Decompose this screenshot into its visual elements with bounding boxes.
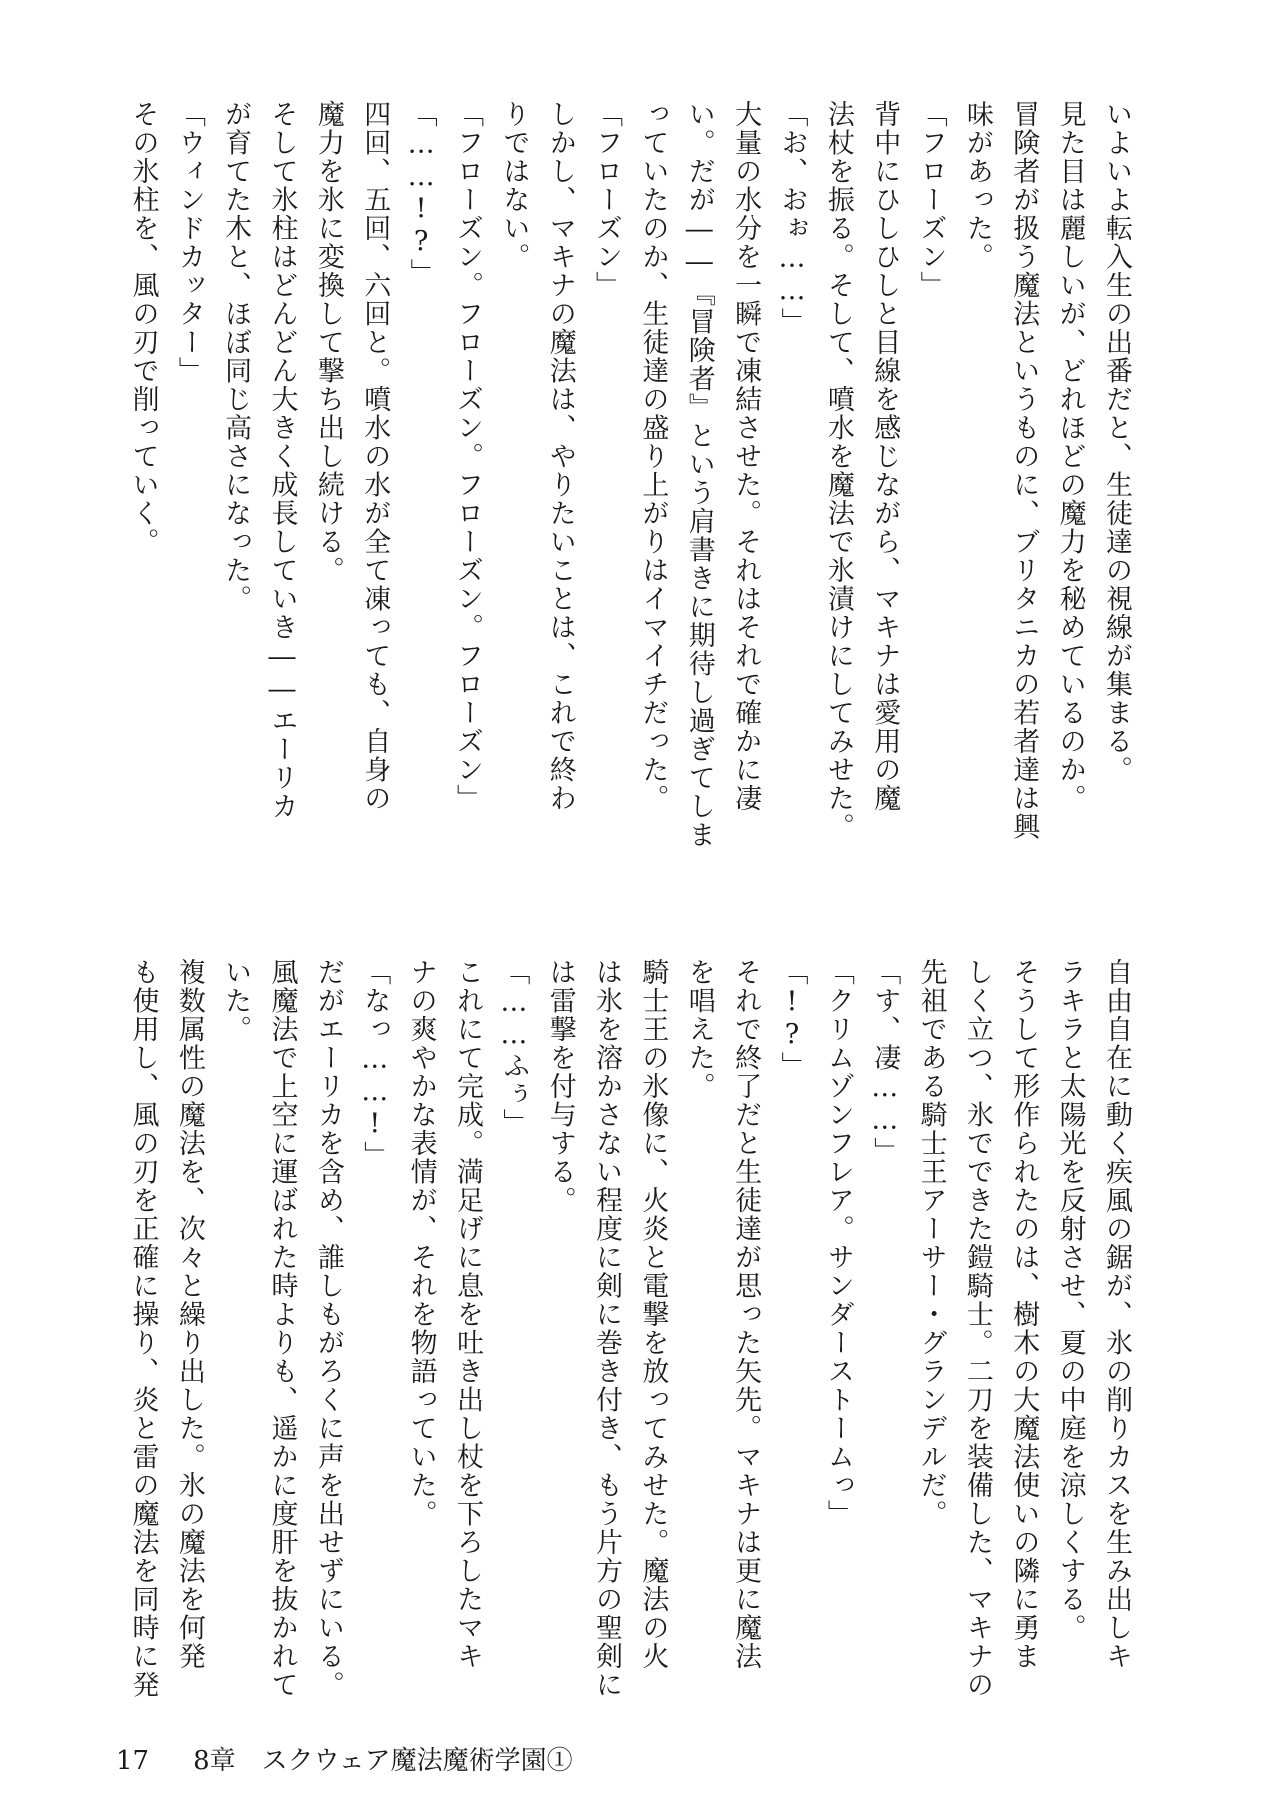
chapter-title: 8章 スクウェア魔法魔術学園① xyxy=(193,1746,573,1776)
text-line: が育てた木と、ほぼ同じ高さになった。 xyxy=(220,100,252,613)
text-line: 「フローズン」 xyxy=(915,100,947,300)
text-line: その氷柱を、風の刃で削っていく。 xyxy=(127,100,159,556)
page-number: 17 xyxy=(116,1746,150,1776)
upper-text-block xyxy=(120,100,1140,920)
text-line: 法杖を振る。そして、噴水を魔法で氷漬けにしてみせた。 xyxy=(822,100,854,841)
text-line: 「……!?」 xyxy=(405,100,437,287)
text-line: 四回、五回、六回と。噴水の水が全て凍っても、自身の xyxy=(359,100,391,813)
text-line: 複数属性の魔法を、次々と繰り出した。氷の魔法を何発 xyxy=(173,958,205,1671)
text-line: ナの爽やかな表情が、それを物語っていた。 xyxy=(405,958,437,1528)
text-line: 「す、凄……」 xyxy=(869,958,901,1166)
text-line: いた。 xyxy=(220,958,252,1044)
text-line: 味があった。 xyxy=(961,100,993,271)
text-line: しかし、マキナの魔法は、やりたいことは、これで終わ xyxy=(544,100,576,813)
text-line: ラキラと太陽光を反射させ、夏の中庭を涼しくする。 xyxy=(1054,958,1086,1642)
text-line: 風魔法で上空に運ばれた時よりも、遥かに度肝を抜かれて xyxy=(266,958,298,1699)
text-line: これにて完成。満足げに息を吐き出し杖を下ろしたマキ xyxy=(451,958,483,1671)
page-footer xyxy=(116,1740,573,1777)
text-line: 「……ふぅ」 xyxy=(498,958,530,1137)
text-line: 見た目は麗しいが、どれほどの魔力を秘めているのか。 xyxy=(1054,100,1086,813)
text-line: 「お、おぉ……」 xyxy=(776,100,808,336)
text-line: 「クリムゾンフレア。サンダーストームっ」 xyxy=(822,958,854,1528)
text-line: を唱えた。 xyxy=(683,958,715,1101)
text-line: っていたのか、生徒達の盛り上がりはイマイチだった。 xyxy=(637,100,669,813)
text-line: そして氷柱はどんどん大きく成長していき――エーリカ xyxy=(266,100,298,821)
text-line: 背中にひしひしと目線を感じながら、マキナは愛用の魔 xyxy=(869,100,901,813)
text-line: 「フローズン。フローズン。フローズン。フローズン」 xyxy=(451,100,483,813)
lower-text-block xyxy=(120,958,1140,1778)
text-line: 先祖である騎士王アーサー・グランデルだ。 xyxy=(915,958,947,1528)
text-line: 騎士王の氷像に、火炎と電撃を放ってみせた。魔法の火 xyxy=(637,958,669,1671)
text-line: いよいよ転入生の出番だと、生徒達の視線が集まる。 xyxy=(1101,100,1132,784)
text-line: それで終了だと生徒達が思った矢先。マキナは更に魔法 xyxy=(730,958,762,1671)
text-line: は氷を溶かさない程度に剣に巻き付き、もう片方の聖剣に xyxy=(591,958,623,1699)
text-line: 「!?」 xyxy=(776,958,808,1080)
text-line: 「なっ……!」 xyxy=(359,958,391,1170)
text-line: も使用し、風の刃を正確に操り、炎と雷の魔法を同時に発 xyxy=(127,958,159,1699)
text-line: 魔力を氷に変換して撃ち出し続ける。 xyxy=(312,100,344,585)
text-line: 冒険者が扱う魔法というものに、ブリタニカの若者達は興 xyxy=(1008,100,1040,841)
text-line: い。だが――『冒険者』という肩書きに期待し過ぎてしま xyxy=(683,100,715,849)
text-line: しく立つ、氷でできた鎧騎士。二刀を装備した、マキナの xyxy=(961,958,993,1699)
text-line: 「ウィンドカッター」 xyxy=(173,100,205,385)
text-line: りではない。 xyxy=(498,100,530,271)
text-line: 大量の水分を一瞬で凍結させた。それはそれで確かに凄 xyxy=(730,100,762,813)
text-line: 「フローズン」 xyxy=(591,100,623,300)
text-line: だがエーリカを含め、誰しもがろくに声を出せずにいる。 xyxy=(312,958,344,1699)
text-line: そうして形作られたのは、樹木の大魔法使いの隣に勇ま xyxy=(1008,958,1040,1671)
text-line: 自由自在に動く疾風の鋸が、氷の削りカスを生み出しキ xyxy=(1101,958,1132,1671)
text-line: は雷撃を付与する。 xyxy=(544,958,576,1215)
